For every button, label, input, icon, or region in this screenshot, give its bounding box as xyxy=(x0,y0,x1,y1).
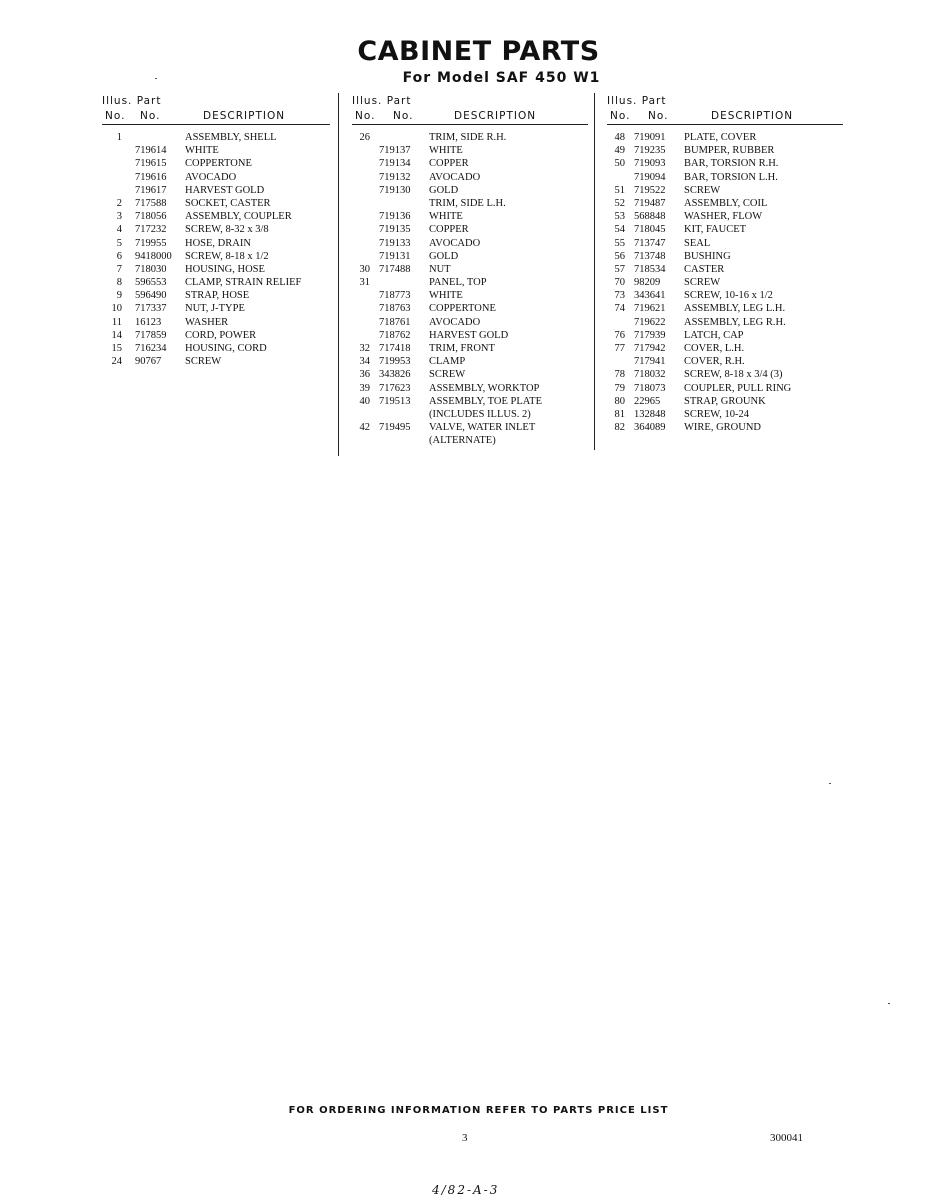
header-rule xyxy=(607,124,843,125)
header-illus-part: Illus. Part xyxy=(102,95,162,107)
part-row xyxy=(607,144,843,157)
part-description: CASTER xyxy=(684,263,725,275)
illus-number: 49 xyxy=(614,145,625,157)
part-row xyxy=(607,382,843,395)
part-number: 719495 xyxy=(379,422,411,434)
header-description: DESCRIPTION xyxy=(454,110,537,122)
part-number: 718762 xyxy=(379,329,411,341)
part-row xyxy=(102,276,330,289)
part-number: 719617 xyxy=(135,184,167,196)
part-row xyxy=(102,197,330,210)
part-number: 719614 xyxy=(135,145,167,157)
part-row xyxy=(352,250,588,263)
part-description: PLATE, COVER xyxy=(684,132,757,143)
part-number: 719093 xyxy=(634,158,666,170)
part-number: 596553 xyxy=(135,277,167,289)
header-illus-part: Illus. Part xyxy=(352,95,412,107)
part-description: HARVEST GOLD xyxy=(185,184,265,196)
part-number: 718030 xyxy=(135,263,167,275)
part-row xyxy=(102,131,330,144)
part-description: WASHER xyxy=(185,316,229,328)
part-description: STRAP, GROUNK xyxy=(684,395,766,407)
part-row xyxy=(607,223,843,236)
illus-number: 56 xyxy=(614,250,625,262)
part-description: COVER, L.H. xyxy=(684,343,745,354)
illus-number: 55 xyxy=(614,237,625,249)
parts-rows xyxy=(607,126,843,434)
illus-number: 42 xyxy=(359,422,370,434)
part-number: 717939 xyxy=(634,329,666,341)
part-row xyxy=(607,237,843,250)
part-description: SCREW xyxy=(684,277,721,289)
part-number: 717588 xyxy=(135,197,167,209)
part-description: WHITE xyxy=(429,145,463,157)
part-description: ASSEMBLY, WORKTOP xyxy=(429,382,540,394)
part-row xyxy=(102,342,330,355)
part-number: 719137 xyxy=(379,145,411,157)
column-header xyxy=(102,95,330,126)
part-row xyxy=(352,342,588,355)
parts-column-3 xyxy=(607,95,843,434)
part-number: 719130 xyxy=(379,184,411,196)
illus-number: 36 xyxy=(359,369,370,381)
part-row xyxy=(607,210,843,223)
illus-number: 81 xyxy=(614,408,625,420)
part-description: PANEL, TOP xyxy=(429,277,487,289)
part-description: SCREW, 8-18 x 3/4 (3) xyxy=(684,369,783,381)
part-description: AVOCADO xyxy=(429,237,481,249)
part-description: CLAMP, STRAIN RELIEF xyxy=(185,277,302,289)
part-description: TRIM, SIDE L.H. xyxy=(429,197,506,209)
part-row xyxy=(352,263,588,276)
illus-number: 73 xyxy=(614,290,625,302)
part-row xyxy=(607,355,843,368)
part-row xyxy=(607,197,843,210)
part-number: 568848 xyxy=(634,211,666,223)
part-number: 719487 xyxy=(634,197,666,209)
part-row xyxy=(607,368,843,381)
handwritten-note: 4/82-A-3 xyxy=(432,1183,500,1197)
header-illus-no: No. xyxy=(355,110,376,122)
illus-number: 26 xyxy=(359,132,370,143)
part-description: SCREW, 10-16 x 1/2 xyxy=(684,290,773,302)
illus-number: 24 xyxy=(111,356,122,368)
illus-number: 52 xyxy=(614,197,625,209)
illus-number: 8 xyxy=(116,277,122,289)
parts-column-1 xyxy=(102,95,330,368)
illus-number: 31 xyxy=(359,277,370,289)
part-description: GOLD xyxy=(429,184,459,196)
part-row xyxy=(352,276,588,289)
illus-number: 9 xyxy=(116,290,122,302)
part-description: TRIM, FRONT xyxy=(429,343,495,354)
part-number: 22965 xyxy=(634,395,661,407)
illus-number: 78 xyxy=(614,369,625,381)
part-number: 719953 xyxy=(379,356,411,368)
part-row xyxy=(352,223,588,236)
illus-number: 15 xyxy=(111,343,122,354)
part-number: 719094 xyxy=(634,171,666,183)
part-description: SCREW xyxy=(429,369,466,381)
part-number: 343641 xyxy=(634,290,666,302)
header-part-no: No. xyxy=(648,110,669,122)
illus-number: 1 xyxy=(116,132,122,143)
part-row xyxy=(607,342,843,355)
part-description: ASSEMBLY, COUPLER xyxy=(185,211,292,223)
parts-rows xyxy=(102,126,330,368)
part-row xyxy=(607,276,843,289)
part-number: 719955 xyxy=(135,237,167,249)
illus-number: 5 xyxy=(116,237,122,249)
part-number: 364089 xyxy=(634,422,666,434)
part-row xyxy=(352,382,588,395)
part-description: SCREW, 8-18 x 1/2 xyxy=(185,250,269,262)
header-rule xyxy=(102,124,330,125)
part-description: WHITE xyxy=(429,290,463,302)
part-description: LATCH, CAP xyxy=(684,329,744,341)
part-number: 718032 xyxy=(634,369,666,381)
illus-number: 7 xyxy=(116,263,122,275)
illus-number: 77 xyxy=(614,343,625,354)
page-title: CABINET PARTS xyxy=(357,36,600,67)
part-row xyxy=(352,395,588,408)
part-description: AVOCADO xyxy=(185,171,237,183)
part-row xyxy=(352,368,588,381)
part-row xyxy=(607,329,843,342)
part-number: 717337 xyxy=(135,303,167,315)
part-description: CORD, POWER xyxy=(185,329,257,341)
column-header xyxy=(607,95,843,126)
part-row xyxy=(607,408,843,421)
part-row xyxy=(607,263,843,276)
part-number: 717232 xyxy=(135,224,167,236)
part-description: HOUSING, HOSE xyxy=(185,263,265,275)
part-row xyxy=(102,263,330,276)
illus-number: 2 xyxy=(116,197,122,209)
part-number: 718045 xyxy=(634,224,666,236)
part-row xyxy=(607,157,843,170)
part-row xyxy=(607,184,843,197)
part-description: CLAMP xyxy=(429,356,466,368)
part-number: 718763 xyxy=(379,303,411,315)
part-description: SCREW, 10-24 xyxy=(684,408,749,420)
part-number: 16123 xyxy=(135,316,162,328)
part-row xyxy=(607,395,843,408)
part-row xyxy=(352,289,588,302)
part-row xyxy=(102,171,330,184)
part-number: 719522 xyxy=(634,184,666,196)
part-number: 719131 xyxy=(379,250,411,262)
illus-number: 10 xyxy=(111,303,122,315)
part-description: HOUSING, CORD xyxy=(185,343,267,354)
illus-number: 32 xyxy=(359,343,370,354)
part-description: BUMPER, RUBBER xyxy=(684,145,775,157)
part-number: 718073 xyxy=(634,382,666,394)
part-description: BAR, TORSION R.H. xyxy=(684,158,779,170)
part-number: 718773 xyxy=(379,290,411,302)
illus-number: 4 xyxy=(116,224,122,236)
part-row xyxy=(607,250,843,263)
part-description: SCREW, 8-32 x 3/8 xyxy=(185,224,269,236)
part-number: 719091 xyxy=(634,132,666,143)
parts-column-2 xyxy=(352,95,588,448)
part-description: BUSHING xyxy=(684,250,731,262)
illus-number: 3 xyxy=(116,211,122,223)
part-description: ASSEMBLY, TOE PLATE xyxy=(429,395,543,407)
part-description: SCREW xyxy=(684,184,721,196)
column-divider-1 xyxy=(338,93,339,456)
part-description: NUT xyxy=(429,263,451,275)
part-row xyxy=(352,157,588,170)
part-description: VALVE, WATER INLET xyxy=(429,422,536,434)
part-description: (ALTERNATE) xyxy=(429,435,496,447)
column-header xyxy=(352,95,588,126)
header-description: DESCRIPTION xyxy=(711,110,794,122)
header-illus-no: No. xyxy=(610,110,631,122)
part-row xyxy=(102,223,330,236)
part-row xyxy=(102,302,330,315)
part-description: TRIM, SIDE R.H. xyxy=(429,132,507,143)
part-row xyxy=(352,210,588,223)
illus-number: 79 xyxy=(614,382,625,394)
part-number: 718056 xyxy=(135,211,167,223)
part-description: AVOCADO xyxy=(429,171,481,183)
scan-speck xyxy=(829,783,831,784)
illus-number: 76 xyxy=(614,329,625,341)
part-description: AVOCADO xyxy=(429,316,481,328)
part-row xyxy=(102,316,330,329)
part-description: STRAP, HOSE xyxy=(185,290,250,302)
part-row xyxy=(607,131,843,144)
part-number: 719616 xyxy=(135,171,167,183)
part-number: 717623 xyxy=(379,382,411,394)
part-description: COPPER xyxy=(429,158,469,170)
part-row xyxy=(607,316,843,329)
illus-number: 51 xyxy=(614,184,625,196)
part-description: SOCKET, CASTER xyxy=(185,197,271,209)
scan-speck xyxy=(155,78,157,79)
part-description: ASSEMBLY, LEG L.H. xyxy=(684,303,786,315)
part-number: 717488 xyxy=(379,263,411,275)
part-row xyxy=(352,302,588,315)
part-row xyxy=(607,421,843,434)
part-number: 132848 xyxy=(634,408,666,420)
part-number: 719621 xyxy=(634,303,666,315)
part-row xyxy=(607,289,843,302)
part-row xyxy=(352,144,588,157)
part-number: 717941 xyxy=(634,356,666,368)
part-number: 716234 xyxy=(135,343,167,354)
illus-number: 80 xyxy=(614,395,625,407)
part-number: 719134 xyxy=(379,158,411,170)
part-number: 9418000 xyxy=(135,250,172,262)
part-number: 596490 xyxy=(135,290,167,302)
illus-number: 39 xyxy=(359,382,370,394)
part-number: 719136 xyxy=(379,211,411,223)
illus-number: 82 xyxy=(614,422,625,434)
illus-number: 11 xyxy=(111,316,122,328)
part-row xyxy=(352,355,588,368)
part-number: 717859 xyxy=(135,329,167,341)
part-description: SEAL xyxy=(684,237,711,249)
part-description: COPPERTONE xyxy=(185,158,252,170)
header-rule xyxy=(352,124,588,125)
part-description: ASSEMBLY, COIL xyxy=(684,197,768,209)
part-row xyxy=(102,210,330,223)
part-number: 719513 xyxy=(379,395,411,407)
part-description: SCREW xyxy=(185,356,222,368)
part-description: WHITE xyxy=(429,211,463,223)
scan-speck xyxy=(888,1003,890,1004)
header-illus-part: Illus. Part xyxy=(607,95,667,107)
model-subtitle: For Model SAF 450 W1 xyxy=(402,70,601,86)
part-row xyxy=(102,144,330,157)
column-divider-2 xyxy=(594,93,595,450)
illus-number: 6 xyxy=(116,250,122,262)
part-row xyxy=(352,316,588,329)
part-number: 719615 xyxy=(135,158,167,170)
part-description: WHITE xyxy=(185,145,219,157)
part-description: WASHER, FLOW xyxy=(684,211,763,223)
part-number: 718761 xyxy=(379,316,411,328)
part-row xyxy=(352,237,588,250)
part-row xyxy=(102,184,330,197)
part-row xyxy=(352,408,588,421)
illus-number: 50 xyxy=(614,158,625,170)
document-number: 300041 xyxy=(770,1132,803,1144)
part-row xyxy=(102,289,330,302)
part-number: 343826 xyxy=(379,369,411,381)
illus-number: 14 xyxy=(111,329,122,341)
part-row xyxy=(352,131,588,144)
part-description: COPPERTONE xyxy=(429,303,496,315)
part-description: HARVEST GOLD xyxy=(429,329,509,341)
part-row xyxy=(352,329,588,342)
header-part-no: No. xyxy=(140,110,161,122)
part-description: COVER, R.H. xyxy=(684,356,745,368)
part-description: WIRE, GROUND xyxy=(684,422,761,434)
part-number: 717942 xyxy=(634,343,666,354)
part-number: 719235 xyxy=(634,145,666,157)
page-number: 3 xyxy=(462,1132,468,1144)
part-row xyxy=(102,157,330,170)
illus-number: 54 xyxy=(614,224,625,236)
part-row xyxy=(102,237,330,250)
part-row xyxy=(607,302,843,315)
ordering-footer: FOR ORDERING INFORMATION REFER TO PARTS PRICE LIST xyxy=(288,1105,669,1116)
header-part-no: No. xyxy=(393,110,414,122)
part-row xyxy=(352,184,588,197)
part-number: 717418 xyxy=(379,343,411,354)
part-number: 719135 xyxy=(379,224,411,236)
part-description: BAR, TORSION L.H. xyxy=(684,171,778,183)
part-number: 98209 xyxy=(634,277,661,289)
part-description: KIT, FAUCET xyxy=(684,224,747,236)
part-description: GOLD xyxy=(429,250,459,262)
part-description: ASSEMBLY, LEG R.H. xyxy=(684,316,786,328)
part-number: 719132 xyxy=(379,171,411,183)
part-row xyxy=(607,171,843,184)
part-description: (INCLUDES ILLUS. 2) xyxy=(429,408,531,420)
part-number: 713748 xyxy=(634,250,666,262)
illus-number: 74 xyxy=(614,303,625,315)
part-number: 90767 xyxy=(135,356,162,368)
part-number: 719622 xyxy=(634,316,666,328)
part-row xyxy=(352,197,588,210)
part-description: COUPLER, PULL RING xyxy=(684,382,792,394)
part-description: COPPER xyxy=(429,224,469,236)
illus-number: 70 xyxy=(614,277,625,289)
illus-number: 34 xyxy=(359,356,370,368)
part-row xyxy=(102,250,330,263)
part-row xyxy=(102,355,330,368)
part-description: HOSE, DRAIN xyxy=(185,237,251,249)
part-description: NUT, J-TYPE xyxy=(185,303,245,315)
illus-number: 57 xyxy=(614,263,625,275)
part-row xyxy=(352,171,588,184)
parts-rows xyxy=(352,126,588,448)
illus-number: 40 xyxy=(359,395,370,407)
part-number: 713747 xyxy=(634,237,666,249)
header-description: DESCRIPTION xyxy=(203,110,286,122)
part-row xyxy=(102,329,330,342)
part-row xyxy=(352,421,588,434)
part-number: 718534 xyxy=(634,263,666,275)
illus-number: 30 xyxy=(359,263,370,275)
part-description: ASSEMBLY, SHELL xyxy=(185,132,277,143)
illus-number: 48 xyxy=(614,132,625,143)
illus-number: 53 xyxy=(614,211,625,223)
header-illus-no: No. xyxy=(105,110,126,122)
part-number: 719133 xyxy=(379,237,411,249)
part-row xyxy=(352,434,588,447)
